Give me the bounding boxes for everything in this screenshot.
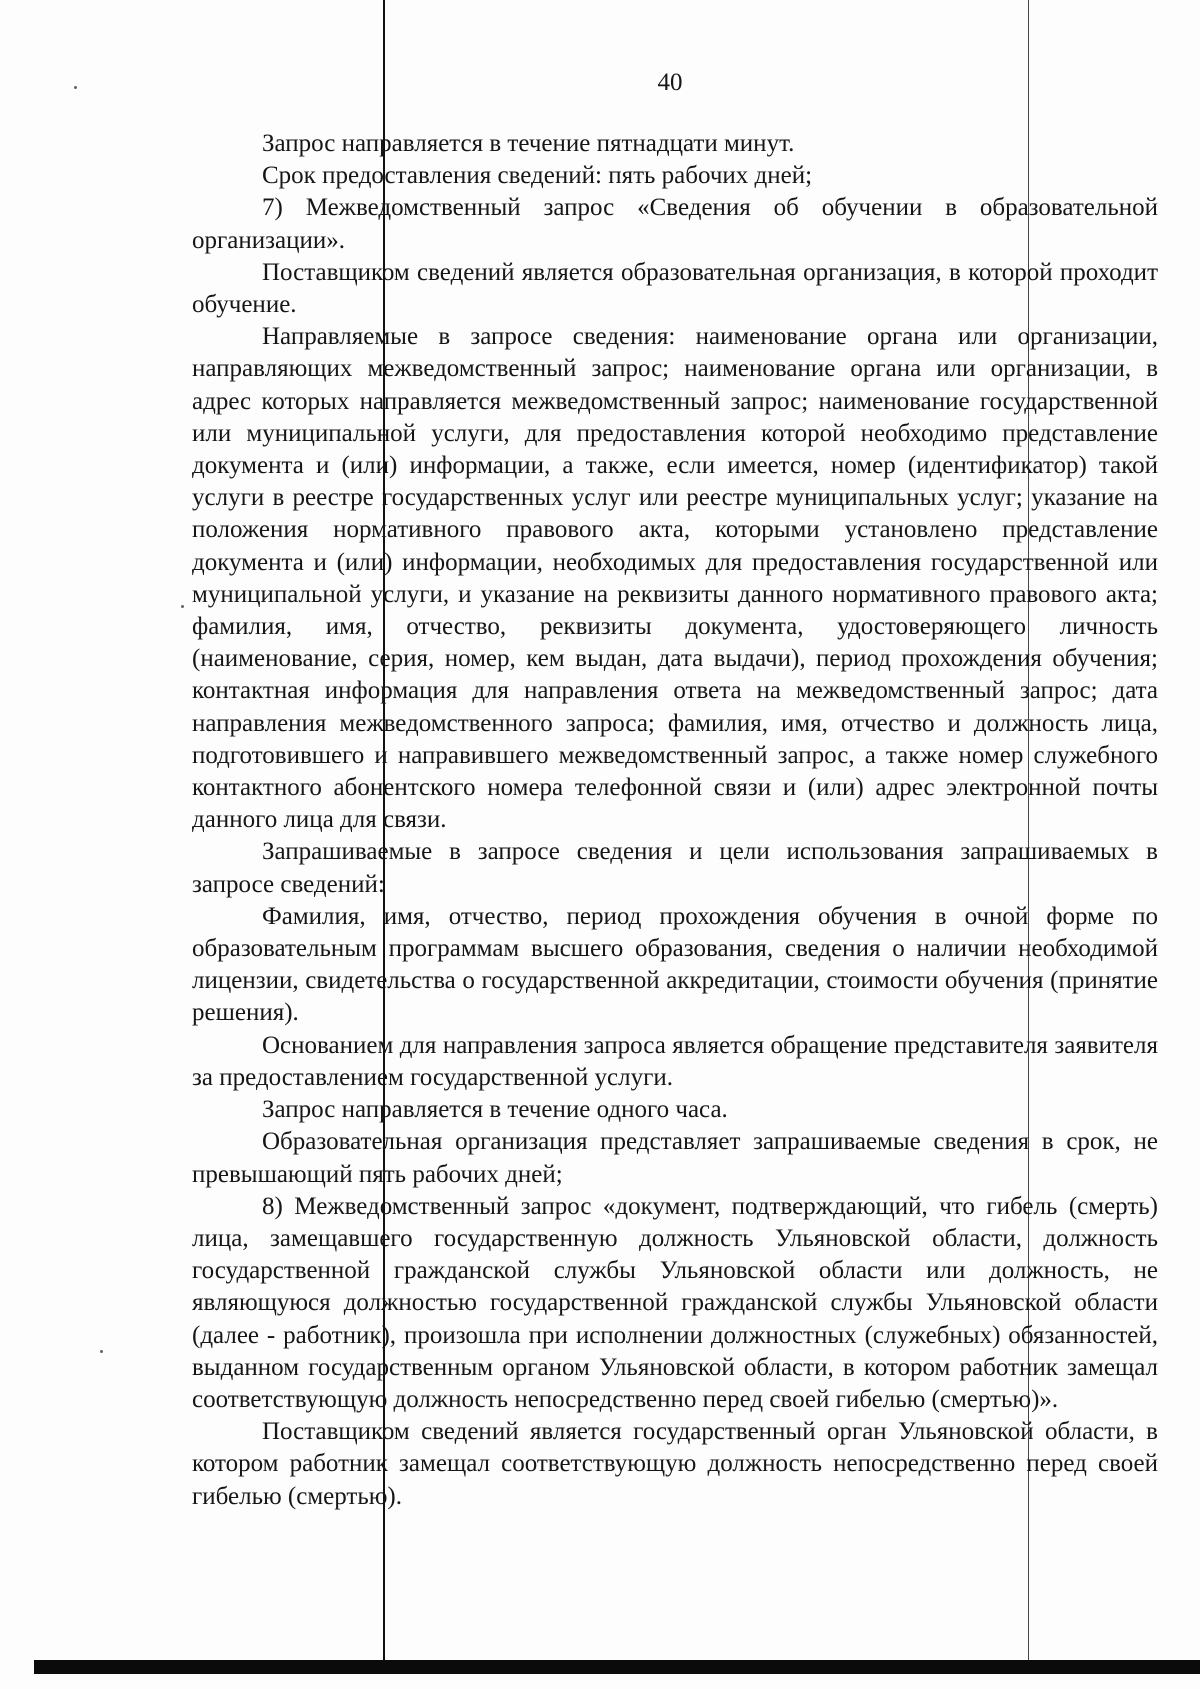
paragraph: Образовательная организация представляет запрашиваемые сведения в срок, не превышающий пять рабочих дней; xyxy=(192,1128,1158,1188)
document-body xyxy=(192,128,1158,1513)
paragraph: Запрос направляется в течение одного часа. xyxy=(262,1096,728,1124)
paragraph: Поставщиком сведений является образовательная организация, в которой проходит обучение. xyxy=(192,258,1158,319)
scan-speck xyxy=(181,605,184,608)
paragraph: 7) Межведомственный запрос «Сведения об обучении в образовательной организации». xyxy=(192,194,1158,254)
page-number: 40 xyxy=(657,69,683,96)
paragraph: Фамилия, имя, отчество, период прохождения обучения в очной форме по образовательным программам высшего образования, сведения о наличии необходимой лицензии, свидетельства о государственной аккредитации, стоимости обучения (принятие решения). xyxy=(192,902,1158,1027)
paragraph: Направляемые в запросе сведения: наименование органа или организации, направляющих межведомственный запрос; наименование органа или организации, в адрес которых направляется межведомственный запрос; наименование государственной или муниципальной услуги, для предоставления которой необходимо представление документа и (или) информации, а также, если имеется, номер (идентификатор) такой услуги в реестре государственных услуг или реестре муниципальных услуг; указание на положения нормативного правового акта, которыми установлено представление документа и (или) информации, необходимых для предоставления государственной или муниципальной услуги, и указание на реквизиты данного нормативного правового акта; фамилия, имя, отчество, реквизиты документа, удостоверяющего личность (наименование, серия, номер, кем выдан, дата выдачи), период прохождения обучения; контактная информация для направления ответа на межведомственный запрос; дата направления межведомственного запроса; фамилия, имя, отчество и должность лица, подготовившего и направившего межведомственный запрос, а также номер служебного контактного абонентского номера телефонной связи и (или) адрес электронной почты данного лица для связи. xyxy=(192,323,1158,834)
paragraph: Запрашиваемые в запросе сведения и цели использования запрашиваемых в запросе сведений: xyxy=(192,838,1158,898)
scan-artifact-bottom-bar xyxy=(34,1660,1200,1674)
paragraph: 8) Межведомственный запрос «документ, подтверждающий, что гибель (смерть) лица, замещавшего государственную должность Ульяновской области, должность государственной гражданской службы Ульяновской области или должность, не являющуюся должностью государственной гражданской службы Ульяновской области (далее - работник), произошла при исполнении должностных (служебных) обязанностей, выданном государственным органом Ульяновской области, в котором работник замещал соответствующую должность непосредственно перед своей гибелью (смертью)». xyxy=(192,1192,1158,1413)
paragraph: Запрос направляется в течение пятнадцати минут. xyxy=(262,130,795,157)
paragraph: Срок предоставления сведений: пять рабочих дней; xyxy=(262,162,813,190)
scan-speck xyxy=(100,1350,103,1353)
paragraph: Поставщиком сведений является государственный орган Ульяновской области, в котором работник замещал соответствующую должность непосредственно перед своей гибелью (смертью). xyxy=(192,1418,1158,1510)
paragraph: Основанием для направления запроса является обращение представителя заявителя за предоставлением государственной услуги. xyxy=(192,1031,1158,1091)
